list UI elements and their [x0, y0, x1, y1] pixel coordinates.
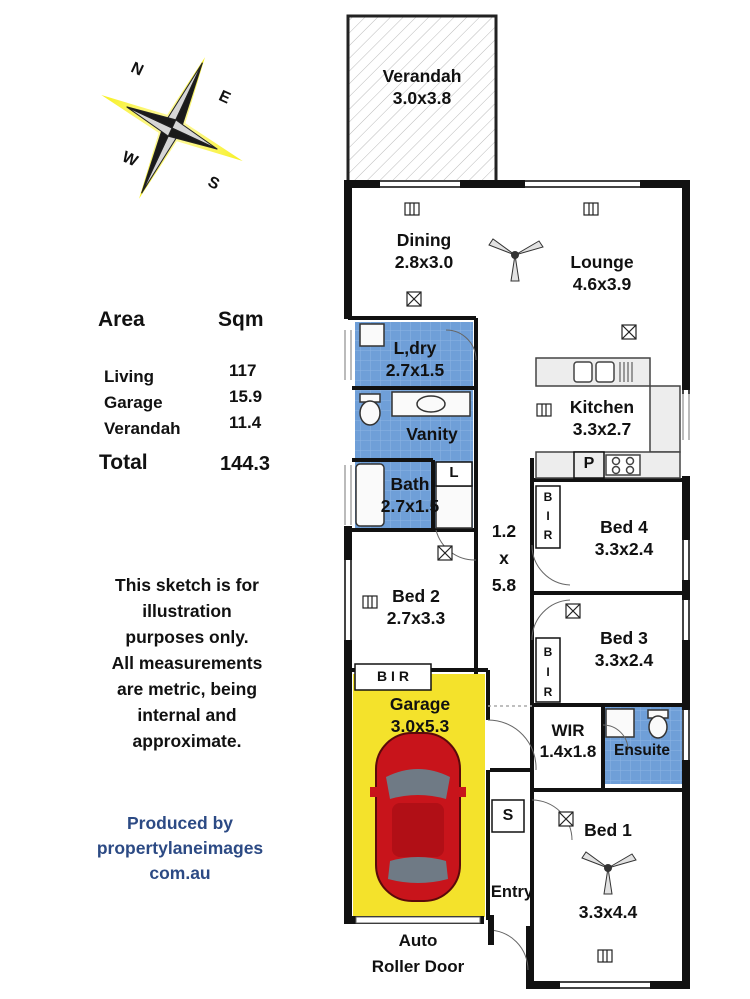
total-value: 144.3: [220, 453, 271, 475]
total-label: Total: [99, 451, 148, 474]
hall-length: 5.8: [491, 575, 517, 595]
room-size: 3.3x2.7: [572, 418, 632, 439]
room-size: 2.8x3.0: [394, 251, 454, 272]
roller-door-line1: Auto: [398, 931, 438, 950]
bed4-label: [572, 517, 676, 561]
laundry-label: [370, 338, 460, 382]
room-name: Entry: [490, 883, 534, 901]
sqm-header: Sqm: [218, 308, 264, 331]
bir-letter: R: [543, 528, 553, 542]
roller-door-line2: Roller Door: [371, 957, 465, 976]
verandah-label: [360, 66, 484, 110]
room-size: 2.7x3.3: [386, 607, 446, 628]
room-name: Lounge: [570, 252, 634, 272]
bir-letter: R: [543, 685, 553, 699]
room-size: 4.6x3.9: [572, 273, 632, 294]
credit-line3: com.au: [149, 863, 211, 883]
store-label: S: [502, 807, 514, 824]
linen-label: L: [449, 464, 459, 481]
bed1-size-label: [556, 902, 660, 924]
credit-line2: propertylaneimages: [96, 838, 264, 858]
wir-label: [533, 720, 603, 763]
car-icon: [370, 733, 466, 901]
room-size: 2.7x1.5: [385, 359, 445, 380]
room-name: Bed 3: [600, 628, 648, 648]
vanity-label: [390, 424, 474, 446]
room-name: Bed 4: [600, 517, 648, 537]
room-size: 3.0x3.8: [392, 87, 452, 108]
area-row-label: Garage: [104, 393, 163, 412]
bed1-label: [556, 820, 660, 842]
bir-bed2-label: B I R: [377, 668, 409, 684]
room-size: 2.7x1.5: [380, 495, 440, 516]
room-name: Garage: [389, 694, 451, 714]
ceiling-fan-icon: [582, 852, 636, 894]
bed2-label: [366, 586, 466, 630]
room-size: 3.3x4.4: [578, 902, 638, 922]
compass-east: E: [216, 87, 233, 108]
room-name: L,dry: [393, 338, 437, 358]
bir-bed4-label: [536, 488, 560, 545]
room-size: 3.3x2.4: [594, 538, 654, 559]
compass-west: W: [119, 148, 141, 171]
pantry-label: P: [583, 455, 595, 472]
area-header: Area: [98, 308, 145, 331]
room-name: Kitchen: [569, 397, 635, 417]
hall-width: 1.2: [491, 521, 517, 541]
hall-times: x: [499, 548, 509, 568]
compass-north: N: [128, 59, 146, 80]
kitchen-label: [544, 397, 660, 441]
compass-south: S: [205, 173, 222, 194]
area-row-label: Verandah: [104, 419, 181, 438]
credit-line1: Produced by: [127, 813, 233, 833]
bed3-label: [572, 628, 676, 672]
credit-block: [60, 811, 300, 886]
bir-letter: I: [546, 509, 550, 523]
room-name: Bath: [390, 474, 430, 494]
dining-label: [364, 230, 484, 274]
compass-rose-icon: [68, 24, 275, 231]
garage-label: [366, 694, 474, 738]
area-row-label: Living: [104, 367, 155, 386]
room-name: WIR: [551, 721, 585, 740]
room-size: 1.4x1.8: [539, 742, 597, 762]
lounge-label: [542, 252, 662, 296]
room-name: Bed 2: [392, 586, 440, 606]
room-size: 3.0x5.3: [390, 715, 450, 736]
roller-door: [356, 917, 480, 923]
bir-letter: I: [546, 665, 550, 679]
room-name: Verandah: [382, 66, 462, 86]
entry-wall: [488, 915, 494, 945]
area-row-value: 117: [229, 361, 257, 380]
room-name: Ensuite: [614, 742, 670, 759]
room-name: Bed 1: [584, 820, 632, 840]
entry-label: [482, 882, 542, 903]
room-name: Vanity: [406, 424, 458, 444]
disclaimer-text: This sketch is for illustration purposes only. All measurements are metric, being internal and approximate.: [111, 575, 263, 751]
area-row-value: 15.9: [229, 387, 263, 406]
bir-letter: B: [543, 645, 553, 659]
room-size: 3.3x2.4: [594, 649, 654, 670]
hall-label: [484, 518, 524, 599]
roller-door-label: [364, 928, 472, 980]
bir-letter: B: [543, 490, 553, 504]
ensuite-label: [604, 741, 680, 760]
ceiling-fan-icon: [489, 239, 543, 281]
area-row-value: 11.4: [229, 413, 262, 432]
bir-bed3-label: [536, 642, 560, 702]
room-name: Dining: [396, 230, 452, 250]
